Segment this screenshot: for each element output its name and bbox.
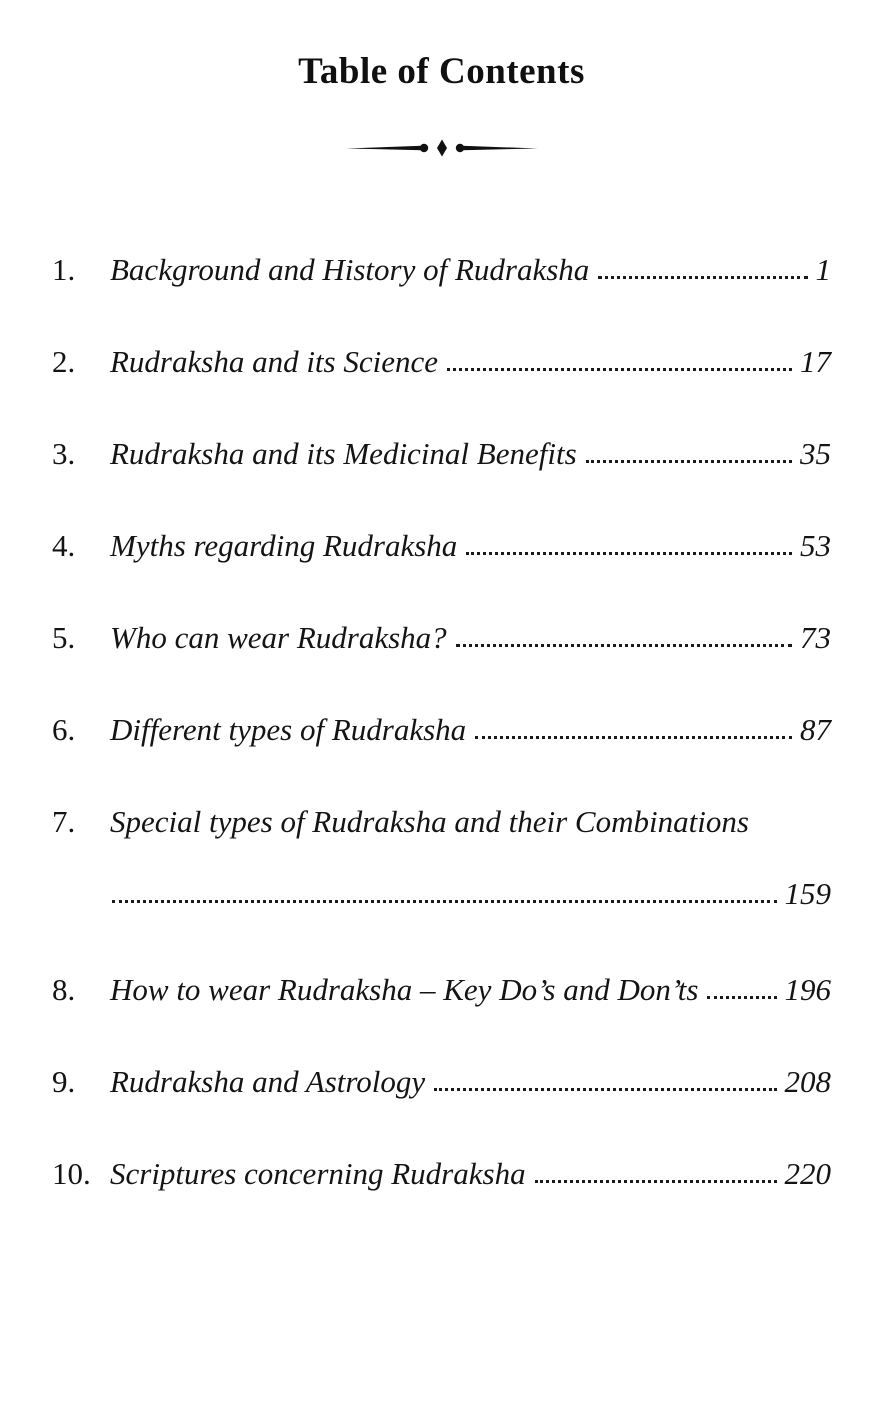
toc-entry [52, 618, 831, 658]
toc-entry-title: How to wear Rudraksha – Key Do’s and Don’ts [110, 972, 699, 1007]
dot-leader [535, 1180, 777, 1183]
tapered-rule-icon [346, 137, 538, 159]
dot-leader [475, 736, 792, 739]
toc-entry-page: 159 [784, 876, 831, 911]
page-title: Table of Contents [298, 51, 585, 92]
toc-entry-number: 7. [52, 804, 76, 839]
toc-entry [52, 250, 831, 290]
toc-entry-title: Scriptures concerning Rudraksha [110, 1156, 526, 1191]
toc-entry-number: 4. [52, 528, 76, 563]
toc-entry-page: 87 [800, 712, 831, 747]
toc-entry [52, 802, 831, 842]
toc-entry-page: 17 [800, 344, 831, 379]
toc-entry-title: Background and History of Rudraksha [110, 252, 590, 287]
dot-leader [447, 368, 792, 371]
toc-entry-title: Myths regarding Rudraksha [110, 528, 458, 563]
toc-entry-number: 10. [52, 1156, 91, 1191]
toc-entry-number: 2. [52, 344, 76, 379]
toc-entry-title: Rudraksha and its Medicinal Benefits [110, 436, 577, 471]
toc-entry-number: 5. [52, 620, 76, 655]
toc-entry-title: Rudraksha and its Science [110, 344, 439, 379]
toc-entry-number: 1. [52, 252, 76, 287]
toc-entry-number: 3. [52, 436, 76, 471]
dot-leader [598, 276, 807, 279]
toc-entry [52, 710, 831, 750]
dot-leader [586, 460, 792, 463]
table-of-contents-list [52, 250, 831, 1194]
divider-ornament [52, 137, 831, 164]
dot-leader [112, 900, 777, 903]
toc-entry [52, 970, 831, 1010]
toc-entry-page: 73 [800, 620, 831, 655]
toc-entry [52, 1154, 831, 1194]
toc-entry-title: Who can wear Rudraksha? [110, 620, 447, 655]
toc-entry-page: 35 [800, 436, 831, 471]
dot-leader [434, 1088, 776, 1091]
dot-leader [466, 552, 792, 555]
toc-entry [52, 526, 831, 566]
toc-entry-title: Rudraksha and Astrology [110, 1064, 426, 1099]
toc-entry-title: Special types of Rudraksha and their Combinations [110, 804, 749, 839]
dot-leader [707, 996, 776, 999]
toc-entry-continuation [52, 874, 831, 914]
toc-entry-title: Different types of Rudraksha [110, 712, 467, 747]
toc-entry-number: 9. [52, 1064, 76, 1099]
toc-entry-page: 53 [800, 528, 831, 563]
toc-entry-page: 1 [815, 252, 831, 287]
toc-entry [52, 342, 831, 382]
toc-entry-page: 196 [784, 972, 831, 1007]
toc-entry-page: 208 [784, 1064, 831, 1099]
toc-entry-number: 8. [52, 972, 76, 1007]
toc-entry-page: 220 [784, 1156, 831, 1191]
dot-leader [456, 644, 792, 647]
toc-entry [52, 434, 831, 474]
toc-entry [52, 1062, 831, 1102]
toc-entry-number: 6. [52, 712, 76, 747]
